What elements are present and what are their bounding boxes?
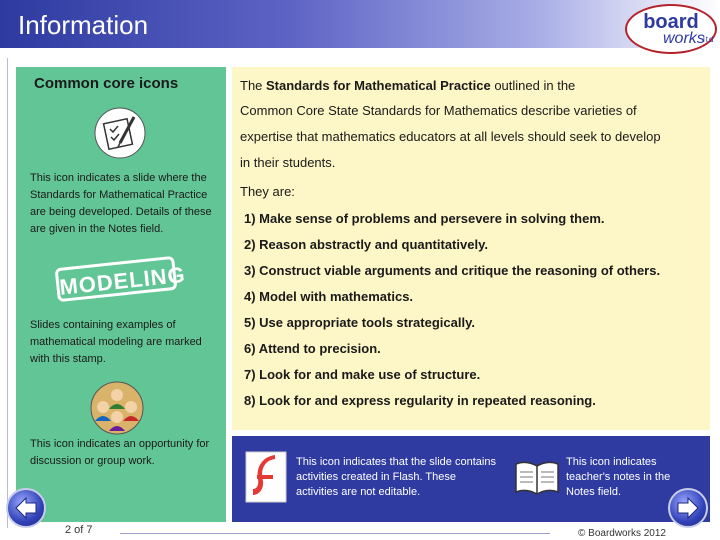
notes-book-icon xyxy=(514,460,560,496)
flash-description: This icon indicates that the slide contains activities created in Flash. These activities are not editable. xyxy=(296,456,496,498)
previous-slide-button[interactable] xyxy=(6,488,46,528)
intro-prefix: The xyxy=(240,78,267,93)
logo-works-text: works xyxy=(663,30,705,47)
notepad-pencil-icon xyxy=(94,107,146,159)
next-slide-icon xyxy=(670,490,706,526)
flash-icon xyxy=(245,451,287,503)
practice-item: 6) Attend to precision. xyxy=(244,341,381,356)
notes-description: This icon indicates teacher's notes in the Notes field. xyxy=(566,456,671,498)
practice-item: 3) Construct viable arguments and critique the reasoning of others. xyxy=(244,263,661,278)
practice-item: 1) Make sense of problems and persevere in solving them. xyxy=(244,211,605,226)
left-divider xyxy=(7,58,8,528)
group-work-description: This icon indicates an opportunity for discussion or group work. xyxy=(30,438,210,467)
practice-item: 7) Look for and make use of structure. xyxy=(244,367,481,382)
common-core-icons-title: Common core icons xyxy=(34,75,179,92)
next-slide-button[interactable] xyxy=(668,488,708,528)
modeling-stamp-description: Slides containing examples of mathematical modeling are marked with this stamp. xyxy=(30,319,202,365)
icon1-description: This icon indicates a slide where the Standards for Mathematical Practice are being developed. Details of these are given in the Notes field. xyxy=(30,172,212,235)
page-title: Information xyxy=(18,10,149,40)
modeling-stamp-icon: MODELING xyxy=(55,256,178,302)
intro-line-1 xyxy=(240,78,575,93)
logo-ltd-text: ltd xyxy=(703,35,715,44)
common-core-icons-panel xyxy=(16,67,226,522)
practice-item: 4) Model with mathematics. xyxy=(244,289,414,304)
practice-item: 2) Reason abstractly and quantitatively. xyxy=(244,237,488,252)
footer-divider xyxy=(120,533,550,534)
practice-item: 8) Look for and express regularity in repeated reasoning. xyxy=(244,393,596,408)
practice-item: 5) Use appropriate tools strategically. xyxy=(244,315,475,330)
intro-line-2: Common Core State Standards for Mathematics describe varieties of xyxy=(240,103,637,118)
they-are-label: They are: xyxy=(240,184,295,199)
standards-panel xyxy=(232,67,710,430)
intro-suffix: outlined in the xyxy=(490,78,576,93)
intro-line-3: expertise that mathematics educators at all levels should seek to develop xyxy=(240,129,661,144)
logo-board-text: board xyxy=(643,11,699,33)
copyright-text: © Boardworks 2012 xyxy=(578,528,666,539)
page-number: 2 of 7 xyxy=(65,524,93,536)
icon-legend-panel xyxy=(232,436,710,522)
intro-line-4: in their students. xyxy=(240,155,336,170)
group-people-icon xyxy=(90,381,144,435)
previous-slide-icon xyxy=(8,490,44,526)
header-bar xyxy=(0,0,720,48)
intro-bold: Standards for Mathematical Practice xyxy=(266,78,491,93)
boardworks-logo xyxy=(625,4,717,54)
